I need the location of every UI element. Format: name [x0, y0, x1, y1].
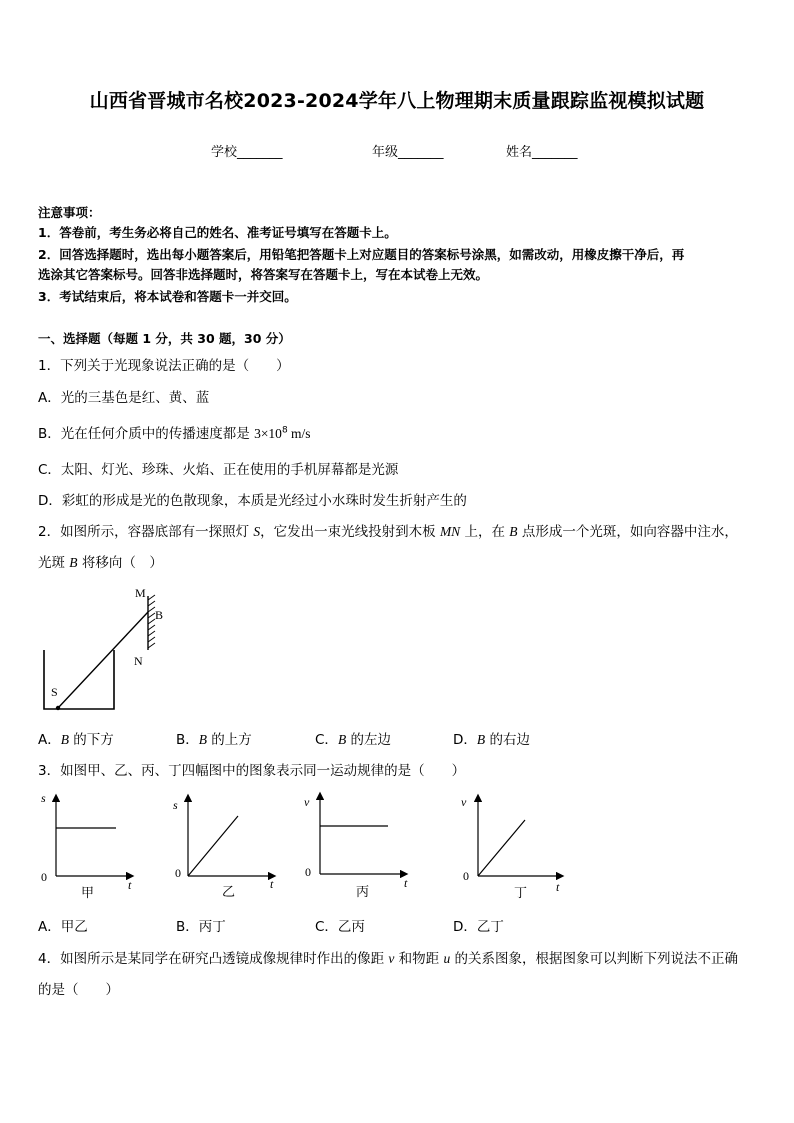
board-hatching: [148, 595, 155, 648]
graph-caption: 丁: [514, 885, 528, 900]
question-2-option-a: A．B 的下方: [38, 732, 114, 748]
graph-line: [188, 816, 238, 876]
y-axis-label: v: [461, 795, 467, 809]
x-axis-label: t: [270, 877, 274, 891]
question-1-option-c: C．太阳、灯光、珍珠、火焰、正在使用的手机屏幕都是光源: [38, 462, 399, 478]
notes-heading: 注意事项：: [38, 205, 101, 220]
note-item: 选涂其它答案标号。回答非选择题时，将答案写在答题卡上，写在本试卷上无效。: [38, 267, 489, 282]
grade-field: 年级_______: [372, 145, 444, 160]
label-s: S: [51, 685, 58, 699]
graph-yi: [168, 788, 278, 900]
lamp-dot: [56, 706, 60, 710]
question-1-stem: 1．下列关于光现象说法正确的是（ ）: [38, 358, 290, 374]
question-2-figure: [36, 584, 166, 714]
origin-label: 0: [463, 869, 469, 883]
graph-line: [478, 820, 525, 876]
question-2-option-b: B．B 的上方: [176, 732, 252, 748]
section-heading: 一、选择题（每题 1 分，共 30 题，30 分）: [38, 331, 291, 346]
page-title: 山西省晋城市名校2023-2024学年八上物理期末质量跟踪监视模拟试题: [89, 90, 705, 112]
question-2-option-d: D．B 的右边: [453, 732, 530, 748]
origin-label: 0: [175, 866, 181, 880]
question-1-option-a: A．光的三基色是红、黄、蓝: [38, 390, 210, 406]
note-item: 3．考试结束后，将本试卷和答题卡一并交回。: [38, 289, 297, 304]
question-3-stem: 3．如图甲、乙、丙、丁四幅图中的图象表示同一运动规律的是（ ）: [38, 763, 466, 779]
origin-label: 0: [41, 870, 47, 884]
question-4-stem-line1: 4．如图所示是某同学在研究凸透镜成像规律时作出的像距 v 和物距 u 的关系图象，根据图象可以判断下列说法不正确: [38, 951, 739, 967]
question-1-option-d: D．彩虹的形成是光的色散现象，本质是光经过小水珠时发生折射产生的: [38, 493, 467, 509]
graph-ding: [458, 788, 568, 900]
graph-bing: [300, 788, 412, 900]
y-axis-label: s: [173, 798, 178, 812]
note-item: 1．答卷前，考生务必将自己的姓名、准考证号填写在答题卡上。: [38, 225, 397, 240]
label-m: M: [135, 586, 146, 600]
question-3-option-d: D．乙丁: [453, 919, 504, 935]
graph-caption: 丙: [356, 884, 370, 899]
school-field: 学校_______: [211, 145, 283, 160]
graph-jia: [34, 788, 144, 900]
question-1-option-b: B．光在任何介质中的传播速度都是 $3\times 10^8$ m/s: [38, 425, 311, 442]
graph-caption: 乙: [222, 884, 236, 899]
x-axis-label: t: [128, 878, 132, 892]
name-field: 姓名_______: [506, 145, 578, 160]
question-2-stem-line1: 2．如图所示，容器底部有一探照灯 S，它发出一束光线投射到木板 MN 上，在 B 点形成一个光斑，如向容器中注水，: [38, 524, 738, 540]
y-axis-label: v: [304, 795, 310, 809]
question-3-option-c: C．乙丙: [315, 919, 365, 935]
label-b: B: [155, 608, 164, 622]
question-3-option-a: A．甲乙: [38, 919, 88, 935]
question-2-option-c: C．B 的左边: [315, 732, 391, 748]
question-3-option-b: B．丙丁: [176, 919, 226, 935]
x-axis-label: t: [556, 880, 560, 894]
x-axis-label: t: [404, 876, 408, 890]
origin-label: 0: [305, 865, 311, 879]
y-axis-label: s: [41, 791, 46, 805]
label-n: N: [134, 654, 143, 668]
note-item: 2．回答选择题时，选出每小题答案后，用铅笔把答题卡上对应题目的答案标号涂黑，如需改动，用橡皮擦干净后，再: [38, 247, 685, 262]
question-2-stem-line2: 光斑 B 将移向（ ）: [38, 555, 163, 571]
question-4-stem-line2: 的是（ ）: [38, 982, 119, 998]
graph-caption: 甲: [81, 885, 95, 900]
